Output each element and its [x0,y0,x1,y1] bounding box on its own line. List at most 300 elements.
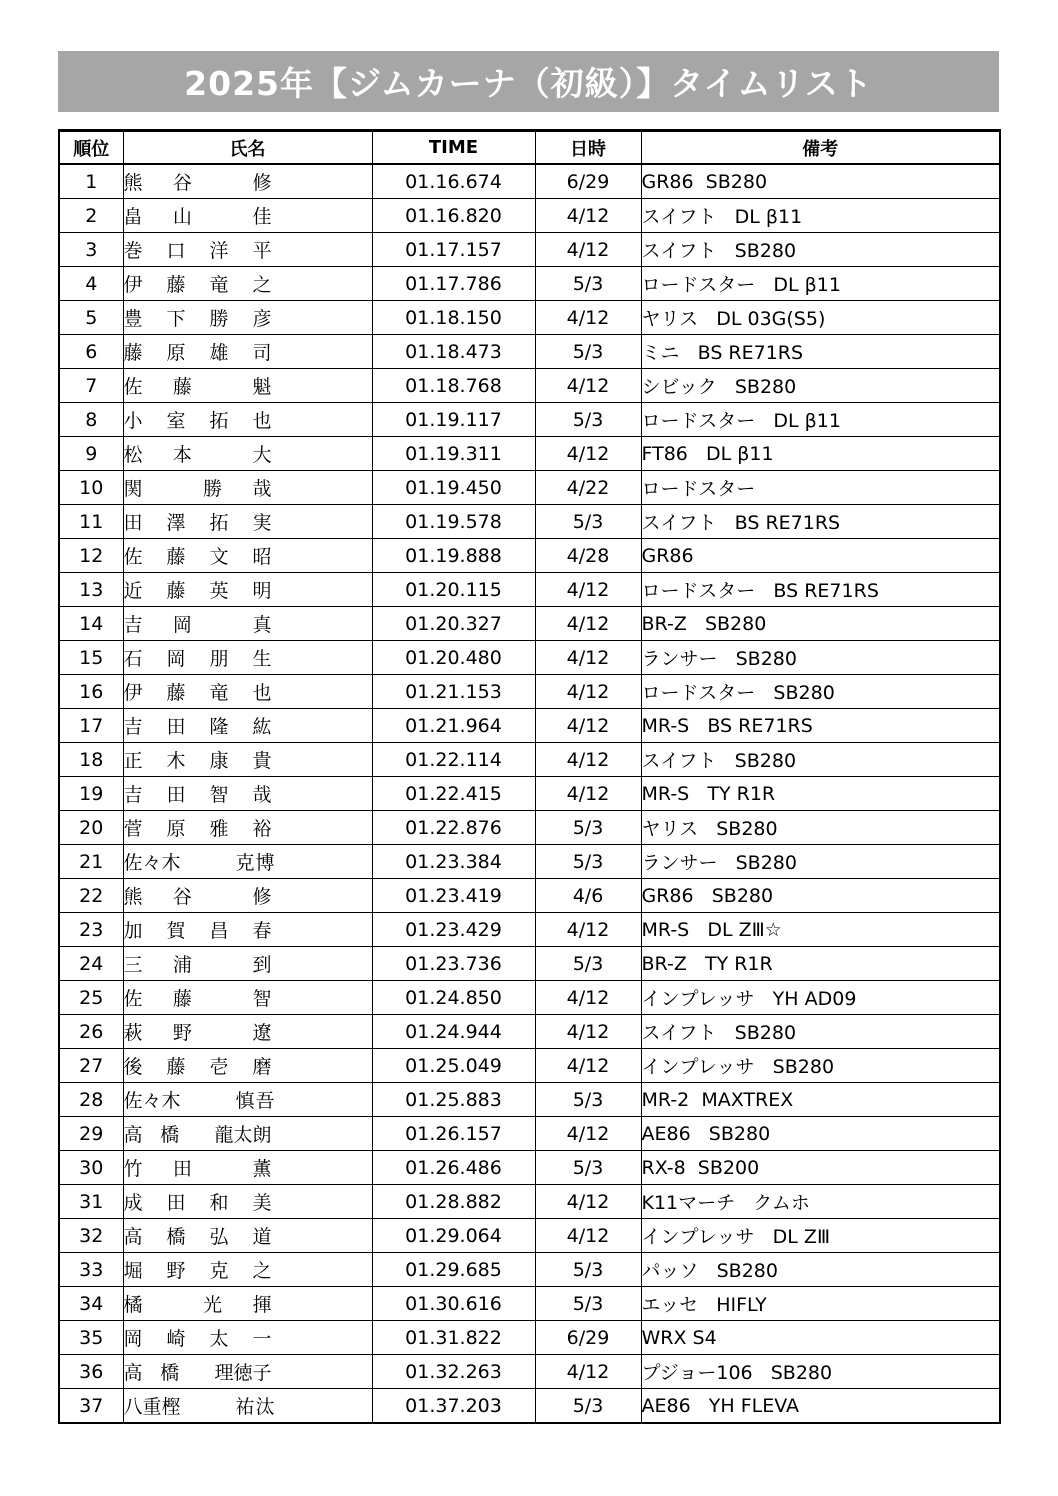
name-part: 遼 [252,1022,272,1044]
name-part: 八重樫 [123,1396,181,1418]
date-cell: 5/3 [535,811,641,845]
rank-cell: 28 [59,1083,123,1117]
name-cell [123,1355,372,1389]
time-cell: 01.31.822 [372,1321,535,1355]
note-cell: プジョー106 SB280 [641,1355,1000,1389]
name-parts [124,1392,276,1419]
name-part: 伊 [123,274,143,296]
name-cell [123,1287,372,1321]
time-cell: 01.22.415 [372,777,535,811]
date-cell: 6/29 [535,164,641,199]
rank-cell: 4 [59,267,123,301]
name-part: 道 [252,1226,272,1248]
name-parts [124,270,272,297]
name-cell [123,1185,372,1219]
name-part: 佐々木 [123,1090,181,1112]
name-parts [124,1290,272,1317]
time-cell: 01.28.882 [372,1185,535,1219]
rank-cell: 9 [59,437,123,471]
date-cell: 5/3 [535,335,641,369]
table-row [59,301,1000,335]
date-cell: 4/22 [535,471,641,505]
name-part: 原 [166,818,186,840]
name-part: 昭 [252,546,272,568]
time-cell: 01.17.786 [372,267,535,301]
name-part: 勝 [203,478,223,500]
name-cell [123,675,372,709]
note-cell: FT86 DL β11 [641,437,1000,471]
name-part: 智 [252,988,272,1010]
time-cell: 01.23.419 [372,879,535,913]
name-part: 貴 [252,750,272,772]
rank-cell: 13 [59,573,123,607]
rank-cell: 20 [59,811,123,845]
time-cell: 01.29.685 [372,1253,535,1287]
table-row [59,947,1000,981]
name-part: 近 [123,580,143,602]
name-part: 松 [123,444,143,466]
note-cell: GR86 SB280 [641,164,1000,199]
note-cell: シビック SB280 [641,369,1000,403]
time-cell: 01.18.768 [372,369,535,403]
name-cell [123,947,372,981]
name-part: 下 [166,308,186,330]
table-row [59,1151,1000,1185]
name-cell [123,267,372,301]
name-parts [124,780,272,807]
date-cell: 6/29 [535,1321,641,1355]
name-part: 岡 [123,1328,143,1350]
note-cell: BR-Z SB280 [641,607,1000,641]
table-body [59,164,1000,1423]
date-cell: 4/12 [535,913,641,947]
time-cell: 01.20.115 [372,573,535,607]
name-part: 雄 [209,342,229,364]
rank-cell: 27 [59,1049,123,1083]
name-parts [124,542,272,569]
name-parts [124,508,272,535]
table-row [59,403,1000,437]
note-cell: インプレッサ SB280 [641,1049,1000,1083]
name-part: 田 [166,784,186,806]
name-part: 洋 [209,240,229,262]
page-title: 2025年【ジムカーナ（初級）】タイムリスト [184,64,873,103]
date-cell: 4/12 [535,437,641,471]
name-cell [123,539,372,573]
time-cell: 01.29.064 [372,1219,535,1253]
name-cell [123,777,372,811]
rank-cell: 34 [59,1287,123,1321]
name-part: 谷 [172,172,192,194]
name-cell [123,199,372,233]
name-cell [123,1219,372,1253]
name-part: 藤 [172,376,192,398]
time-cell: 01.30.616 [372,1287,535,1321]
time-cell: 01.24.850 [372,981,535,1015]
name-parts [124,644,272,671]
date-cell: 4/12 [535,1049,641,1083]
time-cell: 01.18.150 [372,301,535,335]
name-cell [123,743,372,777]
rank-cell: 14 [59,607,123,641]
time-cell: 01.18.473 [372,335,535,369]
name-part: 和 [209,1192,229,1214]
name-parts [124,610,272,637]
note-cell: ランサー SB280 [641,641,1000,675]
name-part: 高 [123,1226,143,1248]
name-cell [123,641,372,675]
date-cell: 4/12 [535,607,641,641]
name-cell [123,505,372,539]
note-cell: ロードスター DL β11 [641,267,1000,301]
name-cell [123,1389,372,1424]
table-row [59,641,1000,675]
name-part: 修 [252,172,272,194]
name-cell [123,164,372,199]
time-cell: 01.16.674 [372,164,535,199]
note-cell: スイフト SB280 [641,233,1000,267]
date-cell: 4/28 [535,539,641,573]
table-row [59,811,1000,845]
name-part: 加 [123,920,143,942]
rank-cell: 16 [59,675,123,709]
name-part: 野 [172,1022,192,1044]
name-parts [124,712,272,739]
rank-cell: 12 [59,539,123,573]
name-part: 藤 [166,580,186,602]
date-cell: 4/12 [535,369,641,403]
note-cell: スイフト DL β11 [641,199,1000,233]
rank-cell: 31 [59,1185,123,1219]
note-cell: AE86 YH FLEVA [641,1389,1000,1424]
name-part: 熊 [123,172,143,194]
date-cell: 4/12 [535,301,641,335]
name-part: 豊 [123,308,143,330]
time-cell: 01.26.157 [372,1117,535,1151]
date-cell: 4/12 [535,1185,641,1219]
name-cell [123,335,372,369]
time-cell: 01.16.820 [372,199,535,233]
name-parts [124,406,272,433]
name-part: 竜 [209,682,229,704]
name-parts [124,474,272,501]
table-row [59,845,1000,879]
name-part: 祐汰 [235,1396,276,1418]
name-cell [123,607,372,641]
name-cell [123,1117,372,1151]
note-cell: ロードスター [641,471,1000,505]
note-cell: エッセ HIFLY [641,1287,1000,1321]
table-row [59,1117,1000,1151]
name-part: 拓 [209,512,229,534]
name-part: 生 [252,648,272,670]
time-cell: 01.32.263 [372,1355,535,1389]
name-part: 藤 [172,988,192,1010]
name-part: 佐 [123,376,143,398]
name-part: 成 [123,1192,143,1214]
rank-cell: 23 [59,913,123,947]
note-cell: ロードスター BS RE71RS [641,573,1000,607]
name-cell [123,369,372,403]
rank-cell: 10 [59,471,123,505]
table-row [59,1083,1000,1117]
name-parts [124,1154,272,1181]
table-row [59,1253,1000,1287]
rank-cell: 32 [59,1219,123,1253]
note-cell: スイフト SB280 [641,1015,1000,1049]
table-row [59,1015,1000,1049]
table-row [59,1185,1000,1219]
name-part: 一 [252,1328,272,1350]
time-cell: 01.23.384 [372,845,535,879]
time-cell: 01.20.480 [372,641,535,675]
name-cell [123,1321,372,1355]
note-cell: WRX S4 [641,1321,1000,1355]
note-cell: ロードスター SB280 [641,675,1000,709]
note-cell: ロードスター DL β11 [641,403,1000,437]
name-part: 正 [123,750,143,772]
name-part: 吉 [123,716,143,738]
table-row [59,743,1000,777]
table-row [59,199,1000,233]
time-cell: 01.21.964 [372,709,535,743]
rank-cell: 33 [59,1253,123,1287]
note-cell: MR-S DL ZⅢ☆ [641,913,1000,947]
note-cell: MR-S TY R1R [641,777,1000,811]
date-cell: 5/3 [535,1253,641,1287]
name-part: 橋 [166,1226,186,1248]
name-part: 真 [252,614,272,636]
time-cell: 01.26.486 [372,1151,535,1185]
name-part: 裕 [252,818,272,840]
name-part: 熊 [123,886,143,908]
name-part: 萩 [123,1022,143,1044]
name-part: 藤 [166,274,186,296]
name-parts [124,1256,272,1283]
name-part: 藤 [123,342,143,364]
rank-cell: 19 [59,777,123,811]
name-part: 平 [252,240,272,262]
date-cell: 5/3 [535,1151,641,1185]
name-parts [124,746,272,773]
name-parts [124,338,272,365]
name-part: 岡 [172,614,192,636]
name-part: 堀 [123,1260,143,1282]
date-cell: 5/3 [535,403,641,437]
name-part: 也 [252,682,272,704]
note-cell: MR-2 MAXTREX [641,1083,1000,1117]
name-part: 木 [166,750,186,772]
name-part: 室 [166,410,186,432]
name-cell [123,1049,372,1083]
table-row [59,471,1000,505]
name-cell [123,1083,372,1117]
table-row [59,267,1000,301]
table-row [59,607,1000,641]
note-cell: AE86 SB280 [641,1117,1000,1151]
time-cell: 01.21.153 [372,675,535,709]
name-cell [123,1253,372,1287]
note-cell: ミニ BS RE71RS [641,335,1000,369]
name-part: 勝 [209,308,229,330]
table-row [59,981,1000,1015]
time-cell: 01.19.117 [372,403,535,437]
name-part: 本 [172,444,192,466]
name-part: 吉 [123,784,143,806]
date-cell: 5/3 [535,267,641,301]
name-part: 野 [166,1260,186,1282]
name-part: 之 [252,1260,272,1282]
date-cell: 4/12 [535,573,641,607]
name-part: 英 [209,580,229,602]
name-part: 克 [209,1260,229,1282]
name-part: 後 [123,1056,143,1078]
table-row [59,1219,1000,1253]
name-part: 揮 [252,1294,272,1316]
time-cell: 01.19.311 [372,437,535,471]
name-parts [124,950,272,977]
rank-cell: 25 [59,981,123,1015]
rank-cell: 6 [59,335,123,369]
name-part: 高 [123,1362,143,1384]
time-cell: 01.19.578 [372,505,535,539]
name-part: 魁 [252,376,272,398]
date-cell: 4/6 [535,879,641,913]
note-cell: ヤリス SB280 [641,811,1000,845]
name-cell [123,913,372,947]
name-part: 到 [252,954,272,976]
name-part: 伊 [123,682,143,704]
name-part: 原 [166,342,186,364]
rank-cell: 26 [59,1015,123,1049]
time-cell: 01.19.450 [372,471,535,505]
name-part: 司 [252,342,272,364]
name-part: 藤 [166,682,186,704]
name-part: 石 [123,648,143,670]
name-parts [124,576,272,603]
name-cell [123,437,372,471]
rank-cell: 24 [59,947,123,981]
name-part: 澤 [166,512,186,534]
name-part: 隆 [209,716,229,738]
name-parts [124,882,272,909]
name-parts [124,1052,272,1079]
rank-cell: 35 [59,1321,123,1355]
name-part: 佳 [252,206,272,228]
name-part: 橘 [123,1294,143,1316]
name-part: 太 [209,1328,229,1350]
note-cell: GR86 SB280 [641,879,1000,913]
name-part: 田 [172,1158,192,1180]
header-name: 氏名 [123,131,372,165]
name-cell [123,1151,372,1185]
name-part: 賀 [166,920,186,942]
name-part: 藤 [166,1056,186,1078]
header-time: TIME [372,131,535,165]
name-cell [123,233,372,267]
name-part: 康 [209,750,229,772]
name-part: 理徳子 [214,1362,272,1384]
name-part: 佐 [123,988,143,1010]
time-cell: 01.22.114 [372,743,535,777]
date-cell: 5/3 [535,845,641,879]
rank-cell: 17 [59,709,123,743]
name-part: 田 [166,716,186,738]
name-parts [124,814,272,841]
table-row [59,539,1000,573]
date-cell: 4/12 [535,675,641,709]
name-part: 龍太朗 [214,1124,272,1146]
name-part: 之 [252,274,272,296]
name-parts [124,202,272,229]
table-row [59,437,1000,471]
name-part: 哉 [252,784,272,806]
date-cell: 4/12 [535,777,641,811]
name-part: 吉 [123,614,143,636]
table-row [59,573,1000,607]
name-part: 口 [166,240,186,262]
date-cell: 4/12 [535,981,641,1015]
name-part: 竜 [209,274,229,296]
name-cell [123,811,372,845]
name-part: 光 [203,1294,223,1316]
name-part: 智 [209,784,229,806]
rank-cell: 11 [59,505,123,539]
name-part: 実 [252,512,272,534]
name-parts [124,236,272,263]
name-part: 田 [123,512,143,534]
name-parts [124,1086,276,1113]
name-part: 彦 [252,308,272,330]
time-cell: 01.19.888 [372,539,535,573]
rank-cell: 18 [59,743,123,777]
name-part: 高 [123,1124,143,1146]
name-part: 拓 [209,410,229,432]
name-parts [124,440,272,467]
name-part: 田 [166,1192,186,1214]
date-cell: 4/12 [535,1015,641,1049]
time-cell: 01.22.876 [372,811,535,845]
rank-cell: 29 [59,1117,123,1151]
name-cell [123,845,372,879]
name-cell [123,709,372,743]
name-part: 壱 [209,1056,229,1078]
name-parts [124,168,272,195]
name-parts [124,848,276,875]
name-cell [123,403,372,437]
date-cell: 5/3 [535,1083,641,1117]
note-cell: インプレッサ DL ZⅢ [641,1219,1000,1253]
name-part: 紘 [252,716,272,738]
note-cell: MR-S BS RE71RS [641,709,1000,743]
name-part: 雅 [209,818,229,840]
name-part: 橋 [160,1124,180,1146]
rank-cell: 3 [59,233,123,267]
name-part: 山 [172,206,192,228]
table-row [59,709,1000,743]
header-date: 日時 [535,131,641,165]
header-note: 備考 [641,131,1000,165]
rank-cell: 5 [59,301,123,335]
name-part: 谷 [172,886,192,908]
name-part: 三 [123,954,143,976]
name-part: 橋 [160,1362,180,1384]
table-row [59,913,1000,947]
name-part: 明 [252,580,272,602]
date-cell: 5/3 [535,947,641,981]
name-parts [124,678,272,705]
name-cell [123,1015,372,1049]
